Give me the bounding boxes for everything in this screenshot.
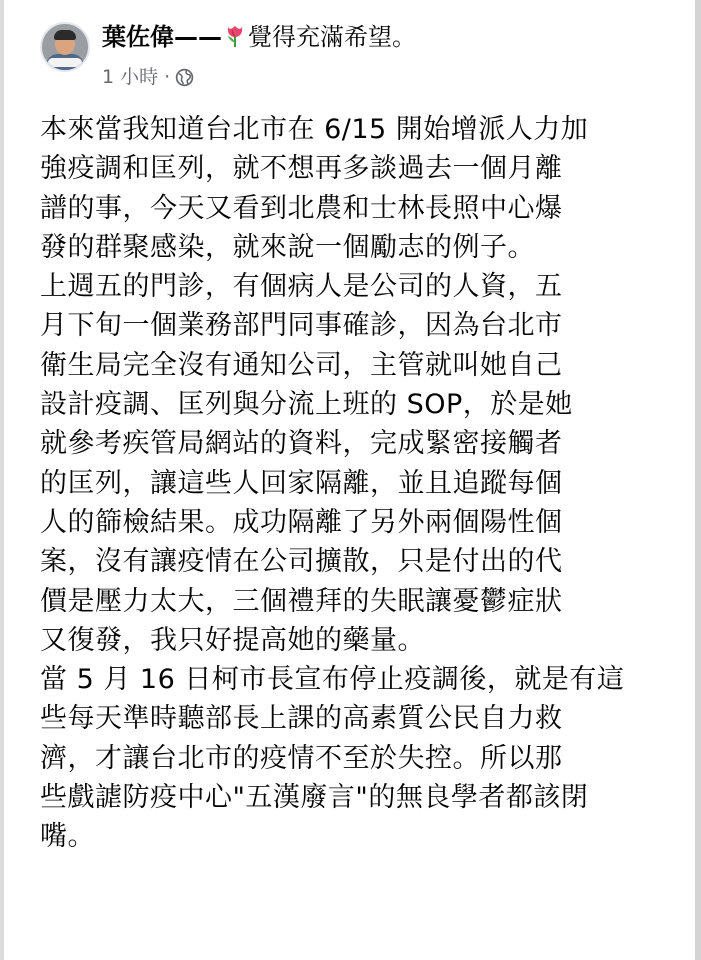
post-body (40, 110, 682, 857)
post-line: 案，沒有讓疫情在公司擴散，只是付出的代 (40, 546, 563, 578)
post-paragraph (40, 267, 682, 660)
author-name[interactable]: 葉佐偉 (102, 23, 174, 51)
post-line: 衛生局完全沒有通知公司，主管就叫她自己 (40, 349, 563, 381)
post-line: 的匡列，讓這些人回家隔離，並且追蹤每個 (40, 467, 563, 499)
post-paragraph (40, 110, 682, 267)
post-line: 人的篩檢結果。成功隔離了另外兩個陽性個 (40, 506, 563, 538)
post-line: 月下旬一個業務部門同事確診，因為台北市 (40, 310, 563, 342)
author-dash: —— (174, 23, 222, 51)
tulip-icon (224, 23, 246, 57)
post-line: 些每天準時聽部長上課的高素質公民自力救 (40, 703, 563, 735)
post-line: 當 5 月 16 日柯市長宣布停止疫調後，就是有這 (40, 664, 625, 696)
post-line: 強疫調和匡列，就不想再多談過去一個月離 (40, 153, 563, 185)
post-line: 發的群聚感染，就來說一個勵志的例子。 (40, 231, 535, 263)
post-line: 本來當我知道台北市在 6/15 開始增派人力加 (40, 114, 589, 145)
post-line: 上週五的門診，有個病人是公司的人資，五 (40, 271, 563, 303)
post-line: 價是壓力太大，三個禮拜的失眠讓憂鬱症狀 (40, 585, 563, 617)
left-border (0, 0, 4, 960)
meta-separator: · (164, 66, 171, 88)
post-timestamp[interactable]: 1 小時 (102, 66, 159, 88)
post-line: 嘴。 (40, 821, 95, 853)
post-line: 就參考疾管局網站的資料，完成緊密接觸者 (40, 428, 563, 460)
author-line (102, 20, 416, 57)
post-paragraph (40, 660, 682, 856)
post-line: 些戲謔防疫中心"五漢廢言"的無良學者都該閉 (40, 782, 589, 814)
post-line: 設計疫調、匡列與分流上班的 SOP，於是她 (40, 389, 573, 421)
post-line: 濟，才讓台北市的疫情不至於失控。所以那 (40, 742, 563, 774)
post-meta (102, 64, 194, 94)
feeling-text: 覺得充滿希望。 (248, 23, 416, 51)
globe-icon[interactable] (175, 68, 194, 94)
right-border (695, 0, 701, 960)
author-avatar[interactable] (40, 22, 90, 72)
post-line: 又復發，我只好提高她的藥量。 (40, 624, 425, 656)
post-line: 譜的事，今天又看到北農和士林長照中心爆 (40, 192, 563, 224)
